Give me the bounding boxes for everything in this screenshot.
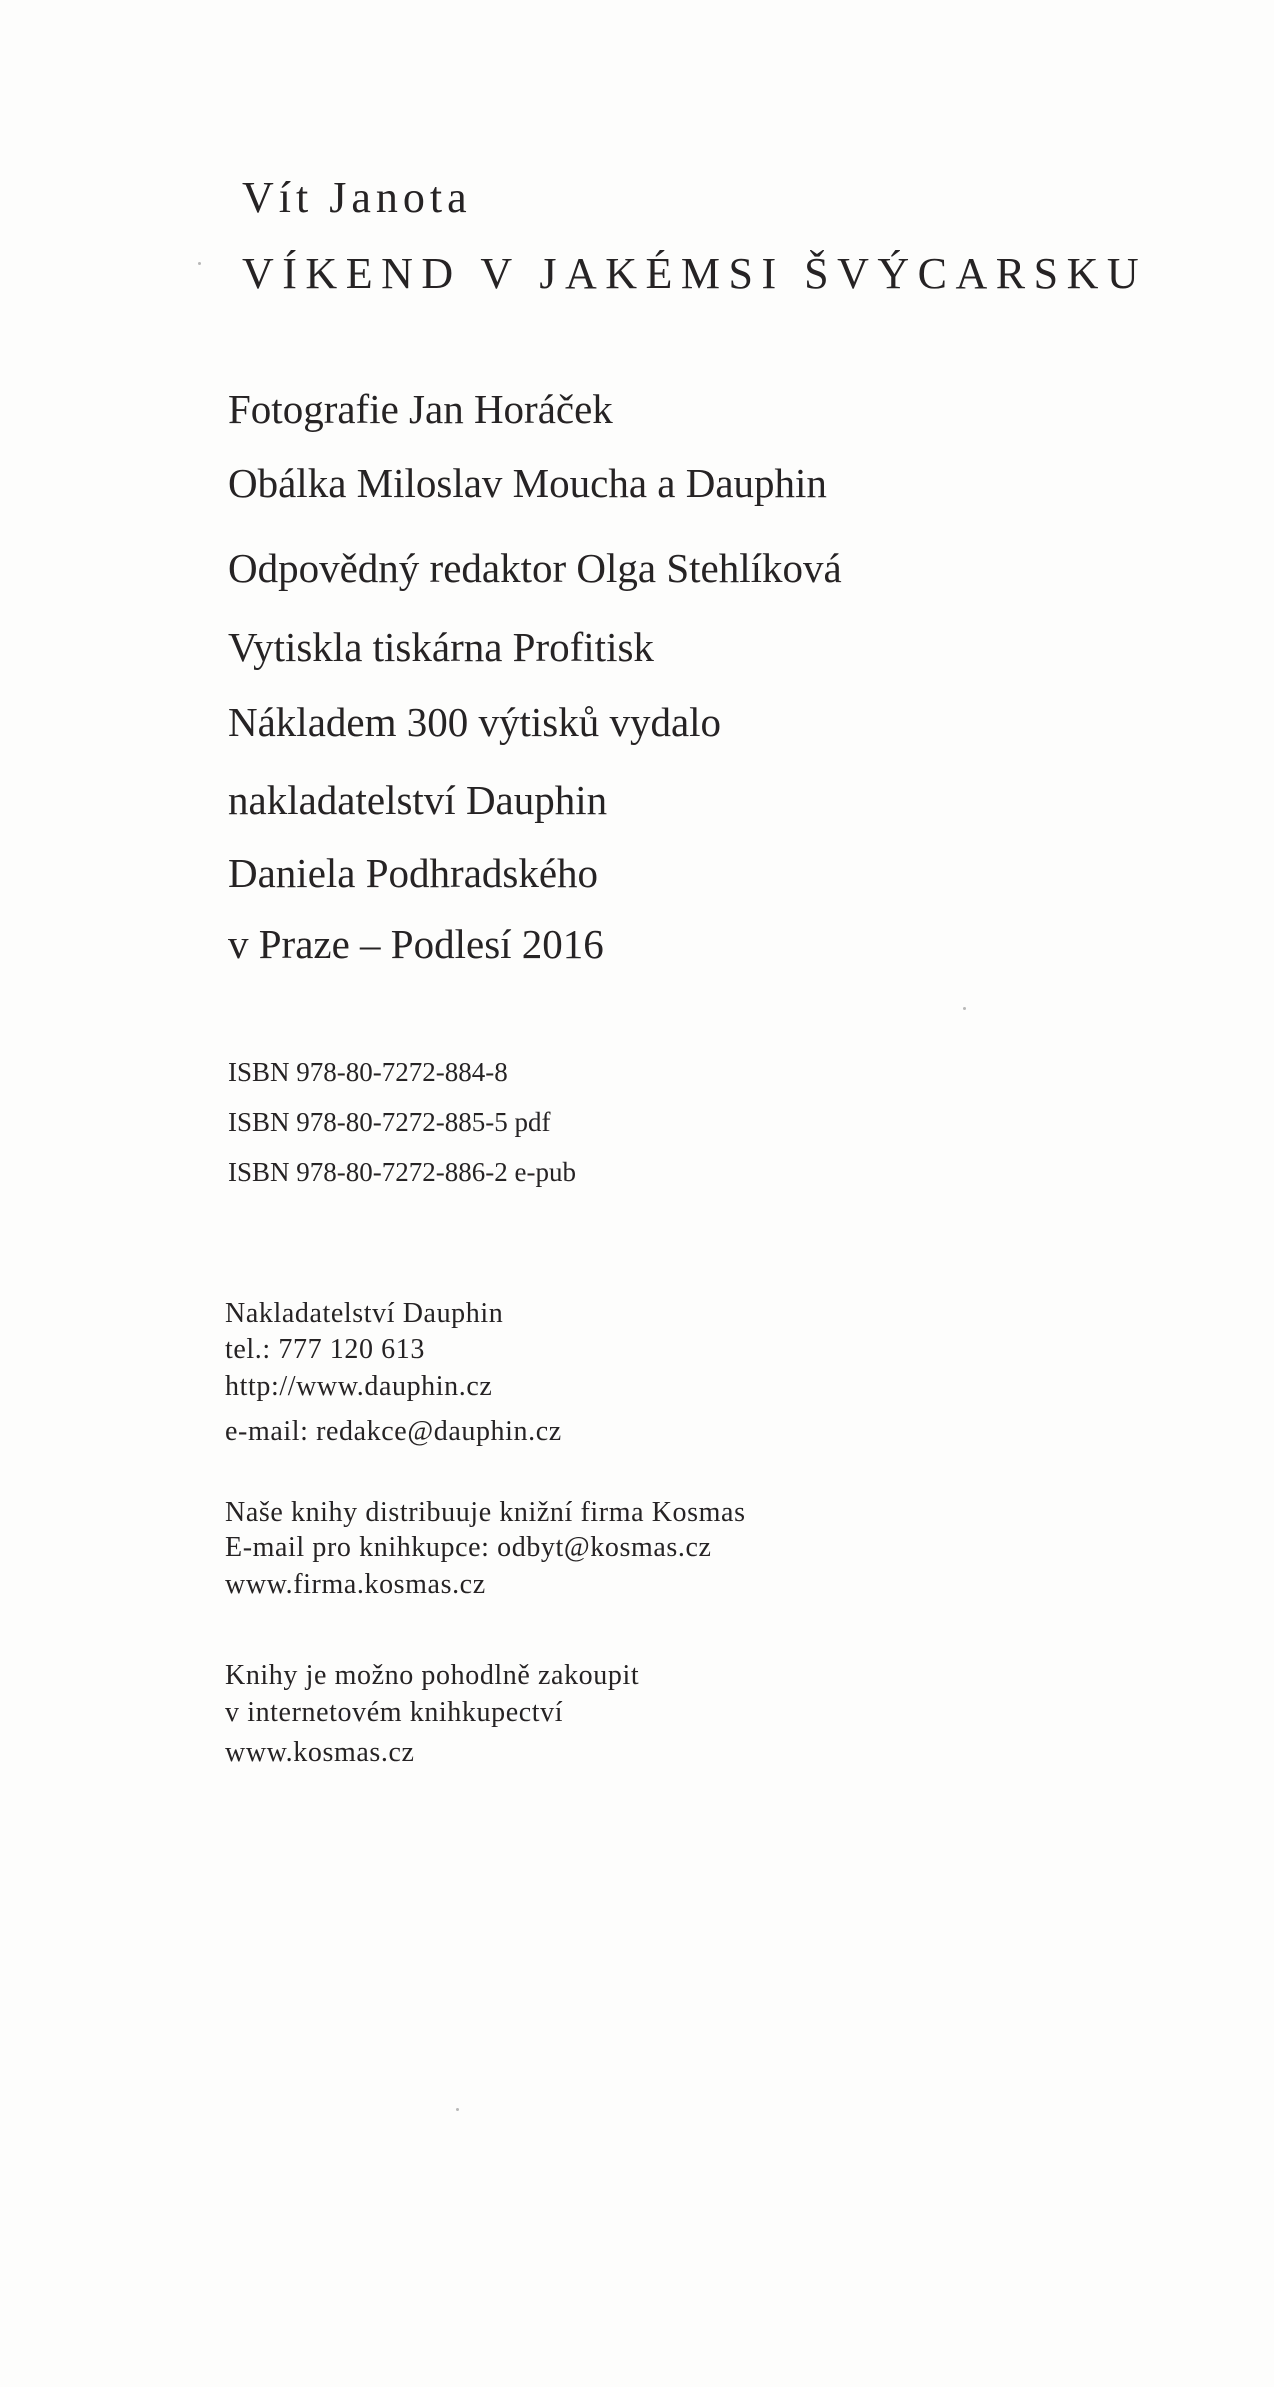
publisher-website: http://www.dauphin.cz	[225, 1371, 493, 1402]
distribution-line: Naše knihy distribuuje knižní firma Kosmas	[225, 1497, 746, 1528]
paper-speck	[456, 2108, 459, 2111]
credit-line: Daniela Podhradského	[228, 850, 599, 896]
purchase-line: v internetovém knihkupectví	[225, 1697, 564, 1728]
publisher-email: e-mail: redakce@dauphin.cz	[225, 1416, 562, 1447]
credit-line: nakladatelství Dauphin	[228, 777, 608, 823]
isbn-print: ISBN 978-80-7272-884-8	[228, 1057, 508, 1087]
credit-line: Fotografie Jan Horáček	[228, 386, 613, 432]
book-author: Vít Janota	[242, 173, 472, 222]
purchase-website: www.kosmas.cz	[225, 1737, 415, 1768]
publisher-phone: tel.: 777 120 613	[225, 1334, 425, 1365]
paper-speck	[198, 262, 201, 265]
book-title: VÍKEND V JAKÉMSI ŠVÝCARSKU	[242, 249, 1148, 298]
purchase-line: Knihy je možno pohodlně zakoupit	[225, 1660, 640, 1691]
credit-line: Vytiskla tiskárna Profitisk	[228, 624, 654, 670]
isbn-epub: ISBN 978-80-7272-886-2 e-pub	[228, 1157, 576, 1187]
publisher-name: Nakladatelství Dauphin	[225, 1298, 504, 1329]
credit-line: Odpovědný redaktor Olga Stehlíková	[228, 545, 842, 591]
credit-line: v Praze – Podlesí 2016	[228, 921, 604, 967]
distribution-website: www.firma.kosmas.cz	[225, 1569, 486, 1600]
distribution-email: E-mail pro knihkupce: odbyt@kosmas.cz	[225, 1532, 712, 1563]
paper-speck	[963, 1007, 966, 1010]
credit-line: Obálka Miloslav Moucha a Dauphin	[228, 460, 827, 506]
isbn-pdf: ISBN 978-80-7272-885-5 pdf	[228, 1107, 551, 1137]
credit-line: Nákladem 300 výtisků vydalo	[228, 699, 722, 745]
